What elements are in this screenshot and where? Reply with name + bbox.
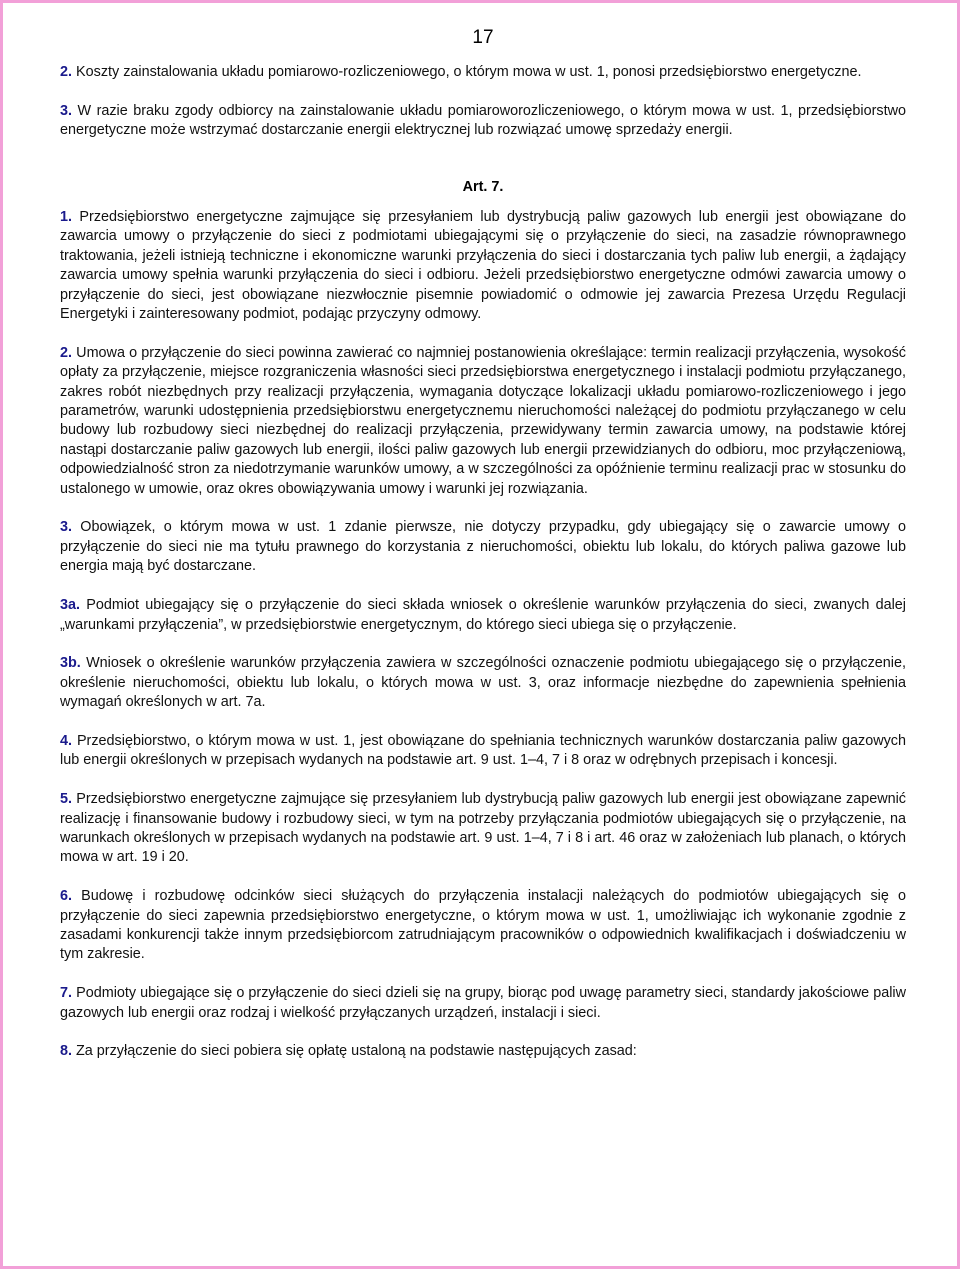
paragraph-number: 6. bbox=[60, 888, 73, 905]
paragraph-art7-ust-7 bbox=[60, 984, 906, 1023]
paragraph-text: Podmioty ubiegające się o przyłączenie do sieci dzieli się na grupy, biorąc pod uwagę parametry sieci, standardy jakościowe paliw gazowych lub energii oraz rodzaj i wielkość przyłączanych urządzeń, instalacji i sieci. bbox=[60, 985, 906, 1021]
paragraph-number: 2. bbox=[60, 64, 73, 80]
paragraph-art7-ust-2 bbox=[60, 344, 906, 499]
paragraph-text: W razie braku zgody odbiorcy na zainstalowanie układu pomiaroworozliczeniowego, o którym mowa w ust. 1, przedsiębiorstwo energetyczne może wstrzymać dostarczanie energii elektrycznej lub rozwiązać umowę sprzedaży energii. bbox=[60, 102, 906, 139]
paragraph-text: Podmiot ubiegający się o przyłączenie do sieci składa wniosek o określenie warunków przyłączenia do sieci, zwanych dalej „warunkami przyłączenia”, w przedsiębiorstwie energetycznym, do którego sieci ubiega się o przyłączenie. bbox=[60, 597, 907, 633]
paragraph-text: Obowiązek, o którym mowa w ust. 1 zdanie pierwsze, nie dotyczy przypadku, gdy ubiegający się o zawarcie umowy o przyłączenie do sieci nie ma tytułu prawnego do korzystania z nieruchomości, obiektu lub lokalu, do których paliwa gazowe lub energia mają być dostarczane. bbox=[60, 519, 906, 575]
paragraph-number: 5. bbox=[60, 791, 73, 808]
paragraph-number: 3. bbox=[60, 519, 73, 536]
paragraph-art7-ust-3 bbox=[60, 518, 906, 576]
paragraph-text: Wniosek o określenie warunków przyłączenia zawiera w szczególności oznaczenie podmiotu ubiegającego się o przyłączenie, określenie nieruchomości, obiektu lub lokalu, o których mowa w ust. 3, oraz informacje niezbędne do zapewnienia spełnienia wymagań określonych w art. 7a. bbox=[60, 655, 907, 711]
paragraph-number: 2. bbox=[60, 344, 73, 361]
page-number: 17 bbox=[472, 27, 494, 48]
paragraph-ust-2 bbox=[60, 63, 906, 82]
paragraph-text: Koszty zainstalowania układu pomiarowo-rozliczeniowego, o którym mowa w ust. 1, ponosi przedsiębiorstwo energetyczne. bbox=[76, 64, 862, 80]
paragraph-art7-ust-4 bbox=[60, 732, 906, 771]
paragraph-ust-3 bbox=[60, 102, 906, 141]
paragraph-text: Za przyłączenie do sieci pobiera się opłatę ustaloną na podstawie następujących zasad: bbox=[76, 1043, 637, 1060]
paragraph-text: Umowa o przyłączenie do sieci powinna zawierać co najmniej postanowienia określające: termin realizacji przyłączenia, wysokość opłaty za przyłączenie, miejsce rozgraniczenia własności sieci przedsiębiorstwa energetycznego i instalacji podmiotu przyłączanego, zakres robót niezbędnych przy realizacji przyłączenia, wymagania dotyczące lokalizacji układu pomiarowo-rozliczeniowego i jego parametrów, warunki udostępnienia przedsiębiorstwu energetycznemu nieruchomości należącej do podmiotu przyłączanego w celu budowy lub rozbudowy sieci niezbędnej do realizacji przyłączenia, przewidywany termin zawarcia umowy, na podstawie której nastąpi dostarczanie paliw gazowych lub energii, ilości paliw gazowych lub energii przewidzianych do odbioru, moc przyłączeniową, odpowiedzialność stron za niedotrzymanie warunków umowy, a w szczególności za opóźnienie terminu realizacji prac w stosunku do ustalonego w umowie, oraz okres obowiązywania umowy i warunki jej rozwiązania. bbox=[60, 344, 907, 497]
paragraph-art7-ust-6 bbox=[60, 887, 906, 965]
paragraph-art7-ust-3a bbox=[60, 596, 906, 635]
document-body bbox=[60, 63, 906, 1081]
paragraph-text: Przedsiębiorstwo energetyczne zajmujące się przesyłaniem lub dystrybucją paliw gazowych lub energii jest obowiązane do zawarcia umowy o przyłączenie do sieci z podmiotami ubiegającymi się o przyłączenie do sieci, na zasadzie równoprawnego traktowania, jeżeli istnieją techniczne i ekonomiczne warunki przyłączenia do sieci i dostarczania tych paliw lub energii, a żądający zawarcia umowy spełnia warunki przyłączenia do sieci i odbioru. Jeżeli przedsiębiorstwo energetyczne odmówi zawarcia umowy o przyłączenie do sieci, jest obowiązane niezwłocznie pisemnie powiadomić o odmowie jej zawarcia Prezesa Urzędu Regulacji Energetyki i zainteresowany podmiot, podając przyczyny odmowy. bbox=[60, 209, 906, 323]
paragraph-number: 3b. bbox=[60, 655, 81, 672]
paragraph-art7-ust-3b bbox=[60, 654, 906, 712]
article-heading: Art. 7. bbox=[462, 178, 504, 195]
paragraph-text: Przedsiębiorstwo energetyczne zajmujące się przesyłaniem lub dystrybucją paliw gazowych lub energii jest obowiązane zapewnić realizację i finansowanie budowy i rozbudowy sieci, w tym na potrzeby przyłączania podmiotów ubiegających się o przyłączenie, na warunkach określonych w przepisach wydanych na podstawie art. 9 ust. 1–4, 7 i 8 i art. 46 oraz w założeniach lub planach, o których mowa w art. 19 i 20. bbox=[60, 791, 907, 866]
paragraph-number: 7. bbox=[60, 985, 73, 1002]
paragraph-text: Budowę i rozbudowę odcinków sieci służących do przyłączenia instalacji należących do podmiotów ubiegających się o przyłączenie do sieci zapewnia przedsiębiorstwo energetyczne, o którym mowa w ust. 1, umożliwiając ich wykonanie zgodnie z zasadami konkurencji także innym przedsiębiorcom zatrudniającym pracowników o odpowiednich kwalifikacjach i doświadczeniu w tym zakresie. bbox=[60, 888, 906, 963]
paragraph-art7-ust-5 bbox=[60, 790, 906, 868]
paragraph-number: 4. bbox=[60, 732, 73, 749]
paragraph-number: 3a. bbox=[60, 597, 81, 614]
paragraph-art7-ust-1 bbox=[60, 208, 906, 324]
paragraph-art7-ust-8 bbox=[60, 1042, 906, 1061]
paragraph-number: 3. bbox=[60, 102, 73, 119]
paragraph-number: 8. bbox=[60, 1043, 73, 1060]
paragraph-number: 1. bbox=[60, 209, 73, 226]
paragraph-text: Przedsiębiorstwo, o którym mowa w ust. 1, jest obowiązane do spełniania technicznych warunków dostarczania paliw gazowych lub energii określonych w przepisach wydanych na podstawie art. 9 ust. 1–4, 7 i 8 oraz w odrębnych przepisach i koncesji. bbox=[60, 732, 906, 769]
